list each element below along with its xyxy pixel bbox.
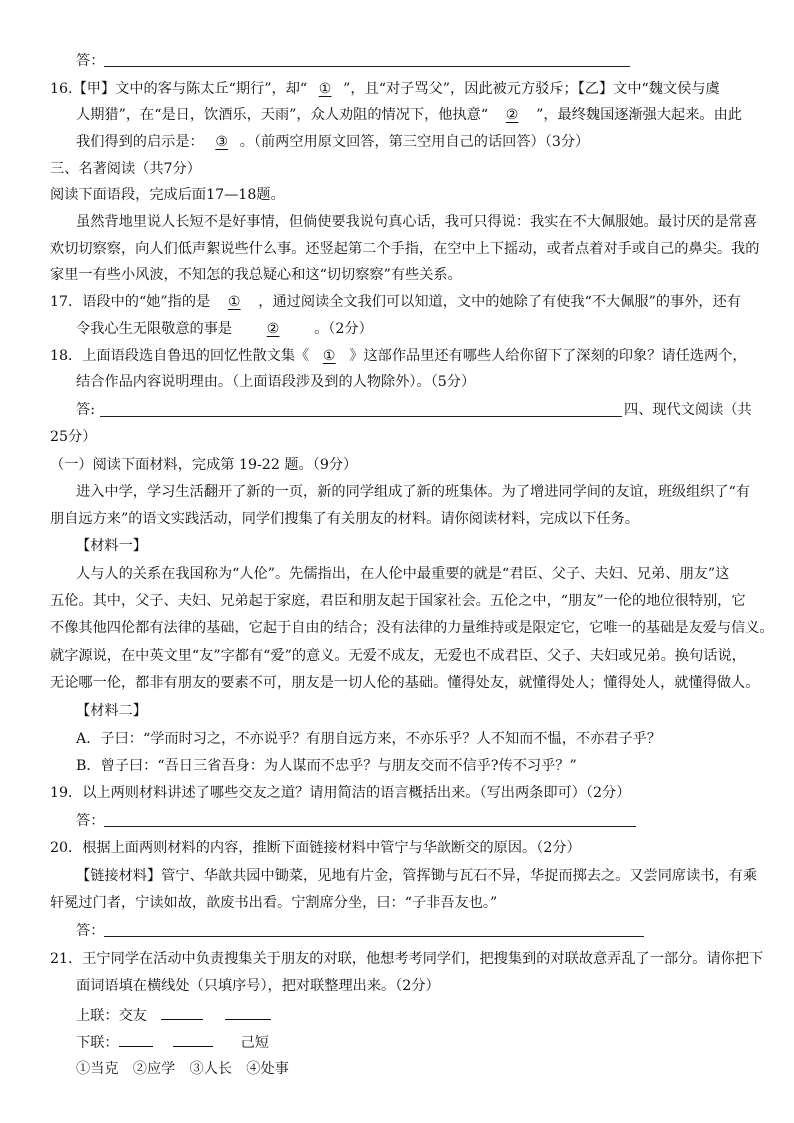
question-16-line-1: 16.【甲】文中的客与陈太丘“期行”，却“ ① ”，且“对子骂父”，因此被元方驳斥；【乙】文中“魏文侯与虞 — [50, 81, 720, 97]
blank-3[interactable]: ③ — [215, 134, 229, 150]
answer-line[interactable] — [100, 416, 622, 417]
part-1-heading: （一）阅读下面材料，完成第 19-22 题。（9分） — [50, 457, 358, 473]
passage-line-2: 欢切切察察，向人们低声絮说些什么事。还竖起第二个手指，在空中上下摇动，或者点着对手或自己的鼻尖。我的 — [50, 241, 760, 257]
section-4-heading: 四、现代文阅读（共 — [624, 402, 752, 418]
intro-line-2: 朋自远方来”的语文实践活动，同学们搜集了有关朋友的材料。请你阅读材料，完成以下任务。 — [50, 511, 639, 527]
passage-line-3: 家里一有些小风波，不知怎的我总疑心和这“切切察察”有些关系。 — [50, 267, 462, 283]
answer-line[interactable] — [104, 66, 630, 67]
answer-label: 答： — [76, 923, 105, 939]
material-1-line-4: 就字源说，在中英文里“友”字都有“爱”的意义。无爱不成友，无爱也不成君臣、父子、夫妇或兄弟。换句话说， — [50, 648, 746, 664]
section-3-heading: 三、名著阅读（共7分） — [50, 161, 201, 177]
question-21-line-2: 面词语填在横线处（只填序号），把对联整理出来。（2分） — [76, 978, 440, 994]
couplet-blank-2[interactable] — [225, 1005, 271, 1020]
couplet-blank-4[interactable] — [173, 1032, 213, 1047]
answer-label: 答： — [76, 53, 105, 69]
question-17-line-2: 令我心生无限敬意的事是 ② 。（2分） — [76, 321, 373, 337]
answer-line[interactable] — [104, 826, 636, 827]
material-1-line-5: 无论哪一伦，都非有朋友的要素不可，朋友是一切人伦的基础。懂得处友，就懂得处人；懂得处人，就懂得做人。 — [50, 675, 760, 691]
question-17-line-1: 17．语段中的“她”指的是 ① ，通过阅读全文我们可以知道，文中的她除了有使我“不大佩服”的事外，还有 — [50, 294, 741, 310]
question-20: 20．根据上面两则材料的内容，推断下面链接材料中管宁与华歆断交的原因。（2分） — [50, 840, 581, 856]
couplet-upper: 上联：交友 — [76, 1005, 271, 1025]
material-1-heading: 【材料一】 — [76, 538, 147, 554]
link-material-line-2: 轩冕过门者，宁读如故，歆废书出看。宁割席分坐，曰：“子非吾友也。” — [50, 895, 498, 911]
material-1-line-2: 五伦。其中，父子、夫妇、兄弟起于家庭，君臣和朋友起于国家社会。五伦之中，“朋友”一伦的地位很特别，它 — [50, 593, 746, 609]
couplet-blank-3[interactable] — [119, 1032, 153, 1047]
material-1-line-1: 人与人的关系在我国称为“人伦”。先儒指出，在人伦中最重要的就是“君臣、父子、夫妇、兄弟、朋友”这 — [76, 566, 730, 582]
link-material-line-1: 【链接材料】管宁、华歆共园中锄菜，见地有片金，管挥锄与瓦石不异，华捉而掷去之。又尝同席读书，有乘 — [76, 868, 758, 884]
passage-line-1: 虽然背地里说人长短不是好事情，但倘使要我说句真心话，我可只得说：我实在不大佩服她。最讨厌的是常喜 — [76, 214, 758, 230]
blank-1[interactable]: ① — [227, 294, 241, 310]
question-16-line-2: 人期猎”，在“是日，饮酒乐，天雨”，众人劝阻的情况下，他执意“ ② ”，最终魏国逐渐强大起来。由此 — [76, 107, 742, 123]
blank-1[interactable]: ① — [318, 81, 332, 97]
question-19: 19．以上两则材料讲述了哪些交友之道？请用简洁的语言概括出来。（写出两条即可）（2分） — [50, 785, 631, 801]
blank-2[interactable]: ② — [505, 107, 519, 123]
couplet-lower: 下联： 己短 — [76, 1032, 269, 1052]
couplet-options: ①当克 ②应学 ③人长 ④处事 — [76, 1061, 289, 1077]
question-16-line-3: 我们得到的启示是： ③ 。（前两空用原文回答，第三空用自己的话回答）（3分） — [76, 134, 590, 150]
answer-line[interactable] — [104, 936, 644, 937]
question-18-line-2: 结合作品内容说明理由。（上面语段涉及到的人物除外）。（5分） — [76, 374, 476, 390]
material-2-item-b: B．曾子曰：“吾日三省吾身：为人谋而不忠乎？与朋友交而不信乎?传不习乎？” — [76, 758, 577, 774]
answer-label: 答: — [76, 402, 95, 418]
material-1-line-3: 不像其他四伦都有法律的基础，它起于自由的结合；没有法律的力量维持或是限定它，它唯一的基础是友爱与信义。 — [50, 620, 774, 636]
question-21-line-1: 21．王宁同学在活动中负责搜集关于朋友的对联，他想考考同学们，把搜集到的对联故意弄乱了一部分。请你把下 — [50, 951, 764, 967]
material-2-item-a: A．子曰：“学而时习之，不亦说乎？有朋自远方来，不亦乐乎？人不知而不愠，不亦君子乎？ — [76, 731, 662, 747]
answer-label: 答： — [76, 813, 105, 829]
blank-1[interactable]: ① — [322, 348, 336, 364]
material-2-heading: 【材料二】 — [76, 703, 147, 719]
couplet-blank-1[interactable] — [161, 1005, 203, 1020]
section-4-heading-cont: 25分） — [50, 429, 97, 445]
intro-line-1: 进入中学，学习生活翻开了新的一页，新的同学组成了新的班集体。为了增进同学间的友谊，班级组织了“有 — [76, 484, 751, 500]
question-18-line-1: 18．上面语段选自鲁迅的回忆性散文集《 ① 》这部作品里还有哪些人给你留下了深刻的印象？请任选两个， — [50, 348, 747, 364]
blank-2[interactable]: ② — [266, 321, 280, 337]
reading-instruction: 阅读下面语段，完成后面17—18题。 — [50, 187, 285, 203]
